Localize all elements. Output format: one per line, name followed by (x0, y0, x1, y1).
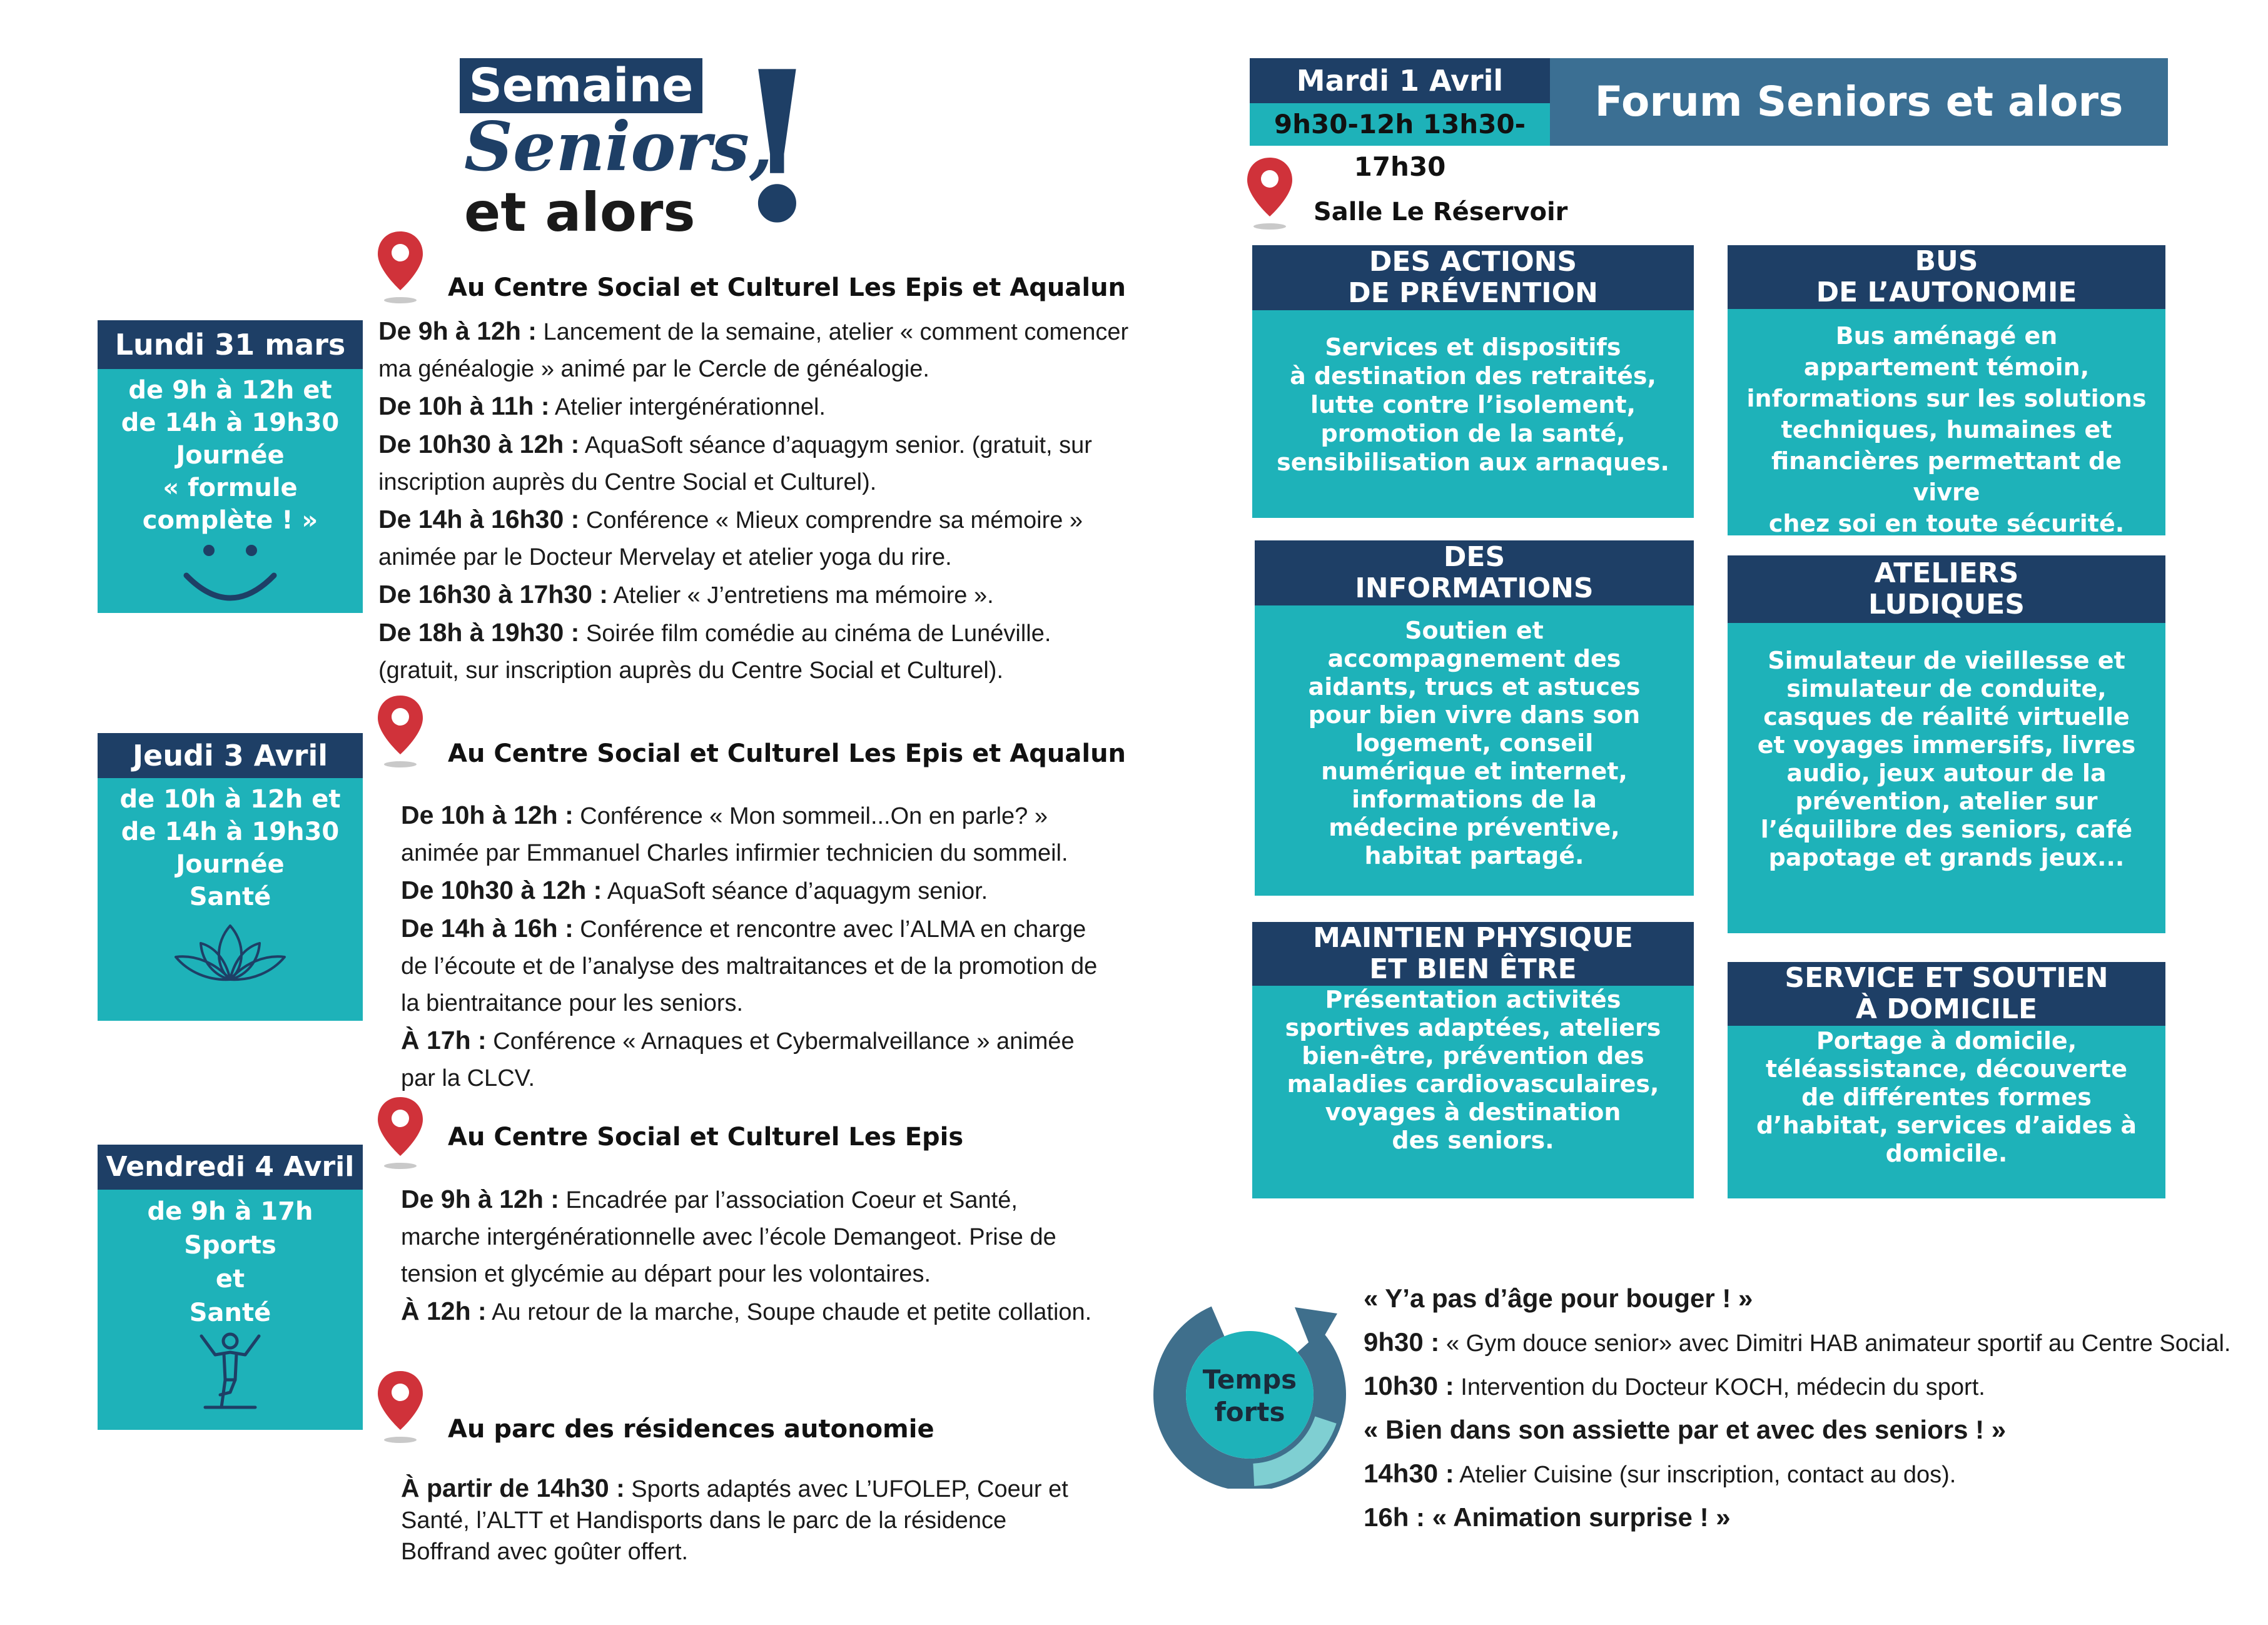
card-line: casques de réalité virtuelle (1763, 703, 2130, 731)
day-line: Santé (189, 1298, 271, 1327)
card-line: promotion de la santé, (1320, 420, 1626, 447)
card-line: papotage et grands jeux... (1768, 844, 2125, 871)
day-hours (98, 369, 363, 537)
temps-forts-item: 9h30 : « Gym douce senior» avec Dimitri HAB animateur sportif au Centre Social. (1364, 1327, 2231, 1357)
card-body (1252, 986, 1694, 1155)
day-line: de 9h à 12h et (128, 376, 332, 405)
card-line: de différentes formes (1801, 1083, 2092, 1111)
venue-label: Au parc des résidences autonomie (448, 1415, 934, 1444)
card-line: aidants, trucs et astuces (1308, 673, 1641, 701)
card-line: sportives adaptées, ateliers (1285, 1014, 1661, 1041)
program-item: De 10h30 à 12h : AquaSoft séance d’aquagym senior. (401, 876, 988, 904)
venue-label: Au Centre Social et Culturel Les Epis et Aqualun (448, 739, 1126, 768)
card-line: prévention, atelier sur (1795, 787, 2098, 815)
card-title-line: INFORMATIONS (1355, 572, 1594, 604)
smiley-icon (174, 539, 286, 608)
card-prevention (1252, 245, 1694, 518)
location-pin-icon (375, 694, 425, 769)
card-informations (1255, 540, 1694, 896)
temps-forts-line: forts (1214, 1397, 1285, 1427)
card-line: accompagnement des (1327, 645, 1621, 672)
card-ateliers-ludiques (1728, 555, 2165, 933)
title-et-alors: et alors (464, 181, 696, 244)
card-body (1252, 310, 1694, 477)
temps-forts-item: 10h30 : Intervention du Docteur KOCH, médecin du sport. (1364, 1371, 1985, 1400)
program-item: De 14h à 16h : Conférence et rencontre avec l’ALMA en charge de l’écoute et de l’analyse des maltraitances et de la promotion de la bientraitance pour les seniors. (401, 914, 1098, 1016)
card-line: pour bien vivre dans son (1308, 701, 1641, 729)
day-line: Journée (176, 850, 285, 879)
card-line: à destination des retraités, (1290, 362, 1656, 390)
card-line: simulateur de conduite, (1786, 675, 2107, 702)
card-title (1252, 245, 1694, 310)
card-title-line: BUS (1915, 245, 1978, 277)
card-line: Présentation activités (1325, 986, 1621, 1013)
title-semaine: Semaine (460, 58, 702, 113)
card-title-line: SERVICE ET SOUTIEN (1785, 962, 2109, 994)
title-seniors: Seniors, (464, 108, 773, 186)
day-hours (98, 778, 363, 913)
card-title (1728, 555, 2165, 623)
card-line: financières permettant de vivre (1771, 447, 2122, 506)
card-line: bien-être, prévention des (1302, 1042, 1644, 1070)
card-line: Soutien et (1405, 617, 1544, 644)
day-line: de 9h à 17h (147, 1197, 313, 1226)
yoga-figure-icon (193, 1330, 268, 1411)
day-line: de 14h à 19h30 (121, 408, 340, 437)
venue-label: Au Centre Social et Culturel Les Epis et Aqualun (448, 273, 1126, 302)
card-line: Simulateur de vieillesse et (1768, 647, 2125, 674)
card-title-line: ATELIERS (1874, 557, 2019, 589)
card-line: logement, conseil (1355, 729, 1594, 757)
card-service-domicile (1728, 962, 2165, 1198)
card-body (1728, 309, 2165, 539)
card-line: chez soi en toute sécurité. (1768, 510, 2125, 537)
card-bus-autonomie (1728, 245, 2165, 535)
program-item: À 12h : Au retour de la marche, Soupe chaude et petite collation. (401, 1297, 1092, 1325)
card-line: et voyages immersifs, livres (1757, 731, 2136, 759)
card-line: techniques, humaines et (1781, 416, 2112, 443)
day-box-jeudi (98, 733, 363, 1021)
temps-forts-item: 14h30 : Atelier Cuisine (sur inscription, contact au dos). (1364, 1459, 1957, 1488)
program-vendredi (401, 1181, 1101, 1331)
temps-forts-item: 16h : « Animation surprise ! » (1364, 1502, 1731, 1532)
card-line: domicile. (1885, 1140, 2008, 1167)
card-line: Bus aménagé en (1835, 322, 2058, 350)
program-item: De 14h à 16h30 : Conférence « Mieux comprendre sa mémoire » animée par le Docteur Mervelay et atelier yoga du rire. (378, 505, 1083, 570)
card-body (1255, 605, 1694, 870)
location-pin-icon (375, 230, 425, 305)
day-date: Jeudi 3 Avril (98, 733, 363, 778)
card-title-line: ET BIEN ÊTRE (1369, 953, 1577, 985)
card-title (1728, 962, 2165, 1026)
forum-location: Salle Le Réservoir (1314, 198, 1568, 226)
venue-label: Au Centre Social et Culturel Les Epis (448, 1123, 964, 1152)
temps-forts-list (1364, 1277, 2264, 1540)
program-item: De 9h à 12h : Encadrée par l’association Coeur et Santé, marche intergénérationnelle avec l’école Demangeot. Prise de tension et glycémie au départ pour les volontaires. (401, 1185, 1056, 1287)
forum-date: Mardi 1 Avril (1250, 58, 1550, 103)
card-title-line: À DOMICILE (1855, 993, 2038, 1025)
card-title-line: MAINTIEN PHYSIQUE (1313, 922, 1633, 954)
day-line: Santé (189, 883, 271, 911)
day-date: Vendredi 4 Avril (98, 1145, 363, 1190)
card-line: téléassistance, découverte (1766, 1055, 2127, 1083)
day-line: de 10h à 12h et (119, 785, 341, 814)
card-line: voyages à destination (1325, 1098, 1621, 1126)
title-exclamation: ! (732, 26, 823, 268)
program-item: À 17h : Conférence « Arnaques et Cybermalveillance » animée par la CLCV. (401, 1026, 1075, 1091)
card-line: Portage à domicile, (1816, 1027, 2077, 1055)
card-line: Services et dispositifs (1325, 333, 1621, 361)
card-line: informations de la (1352, 786, 1597, 813)
lotus-icon (171, 918, 290, 987)
temps-forts-item: « Bien dans son assiette par et avec des seniors ! » (1364, 1415, 2007, 1444)
program-item: De 10h à 11h : Atelier intergénérationnel. (378, 392, 826, 420)
temps-forts-label (1200, 1364, 1300, 1429)
card-title-line: DES (1443, 541, 1506, 573)
program-parc (401, 1472, 1101, 1567)
card-title-line: DES ACTIONS (1369, 246, 1577, 278)
card-line: maladies cardiovasculaires, (1287, 1070, 1659, 1098)
card-title-line: DE L’AUTONOMIE (1816, 276, 2077, 308)
card-title (1255, 540, 1694, 605)
location-pin-icon (375, 1096, 425, 1171)
program-item: De 9h à 12h : Lancement de la semaine, atelier « comment comencer ma généalogie » animé par le Cercle de généalogie. (378, 316, 1129, 382)
temps-forts-line: Temps (1202, 1364, 1297, 1395)
program-item: De 16h30 à 17h30 : Atelier « J’entretiens ma mémoire ». (378, 580, 994, 609)
day-box-lundi (98, 320, 363, 613)
day-line: Sports (184, 1231, 276, 1260)
card-title (1728, 245, 2165, 309)
card-line: audio, jeux autour de la (1786, 759, 2107, 787)
card-line: des seniors. (1392, 1126, 1554, 1154)
card-line: sensibilisation aux arnaques. (1277, 448, 1669, 476)
card-line: habitat partagé. (1364, 842, 1584, 869)
card-line: lutte contre l’isolement, (1310, 391, 1636, 418)
card-line: l’équilibre des seniors, café (1760, 816, 2133, 843)
card-line: d’habitat, services d’aides à (1756, 1111, 2137, 1139)
day-line: de 14h à 19h30 (121, 818, 340, 846)
program-item: De 10h à 12h : Conférence « Mon sommeil...On en parle? » animée par Emmanuel Charles infirmier technicien du sommeil. (401, 801, 1068, 866)
day-box-vendredi (98, 1145, 363, 1430)
day-line: complète ! » (142, 506, 318, 535)
day-hours (98, 1190, 363, 1330)
location-pin-icon (1245, 156, 1295, 231)
program-item: À partir de 14h30 : Sports adaptés avec L’UFOLEP, Coeur et Santé, l’ALTT et Handisports dans le parc de la résidence Boffrand avec goûter offert. (401, 1474, 1068, 1565)
card-line: informations sur les solutions (1746, 385, 2147, 412)
forum-title: Forum Seniors et alors (1550, 58, 2168, 146)
day-line: Journée (176, 441, 285, 470)
program-item: De 18h à 19h30 : Soirée film comédie au cinéma de Lunéville. (gratuit, sur inscription auprès du Centre Social et Culturel). (378, 618, 1051, 684)
day-line: « formule (163, 473, 298, 502)
card-maintien-physique (1252, 922, 1694, 1198)
card-title (1252, 922, 1694, 986)
temps-forts-item: « Y’a pas d’âge pour bouger ! » (1364, 1283, 1753, 1313)
program-item: De 10h30 à 12h : AquaSoft séance d’aquagym senior. (gratuit, sur inscription auprès du Centre Social et Culturel). (378, 430, 1092, 495)
card-line: médecine préventive, (1329, 814, 1620, 841)
card-title-line: DE PRÉVENTION (1348, 277, 1598, 309)
forum-hours: 9h30-12h 13h30-17h30 (1250, 103, 1550, 146)
location-pin-icon (375, 1370, 425, 1445)
day-date: Lundi 31 mars (98, 320, 363, 369)
card-body (1728, 1026, 2165, 1168)
program-lundi (378, 313, 1129, 689)
card-body (1728, 623, 2165, 872)
program-jeudi (401, 797, 1101, 1097)
card-line: appartement témoin, (1803, 353, 2090, 381)
card-line: numérique et internet, (1321, 757, 1628, 785)
card-title-line: LUDIQUES (1868, 589, 2025, 620)
day-line: et (215, 1265, 245, 1293)
